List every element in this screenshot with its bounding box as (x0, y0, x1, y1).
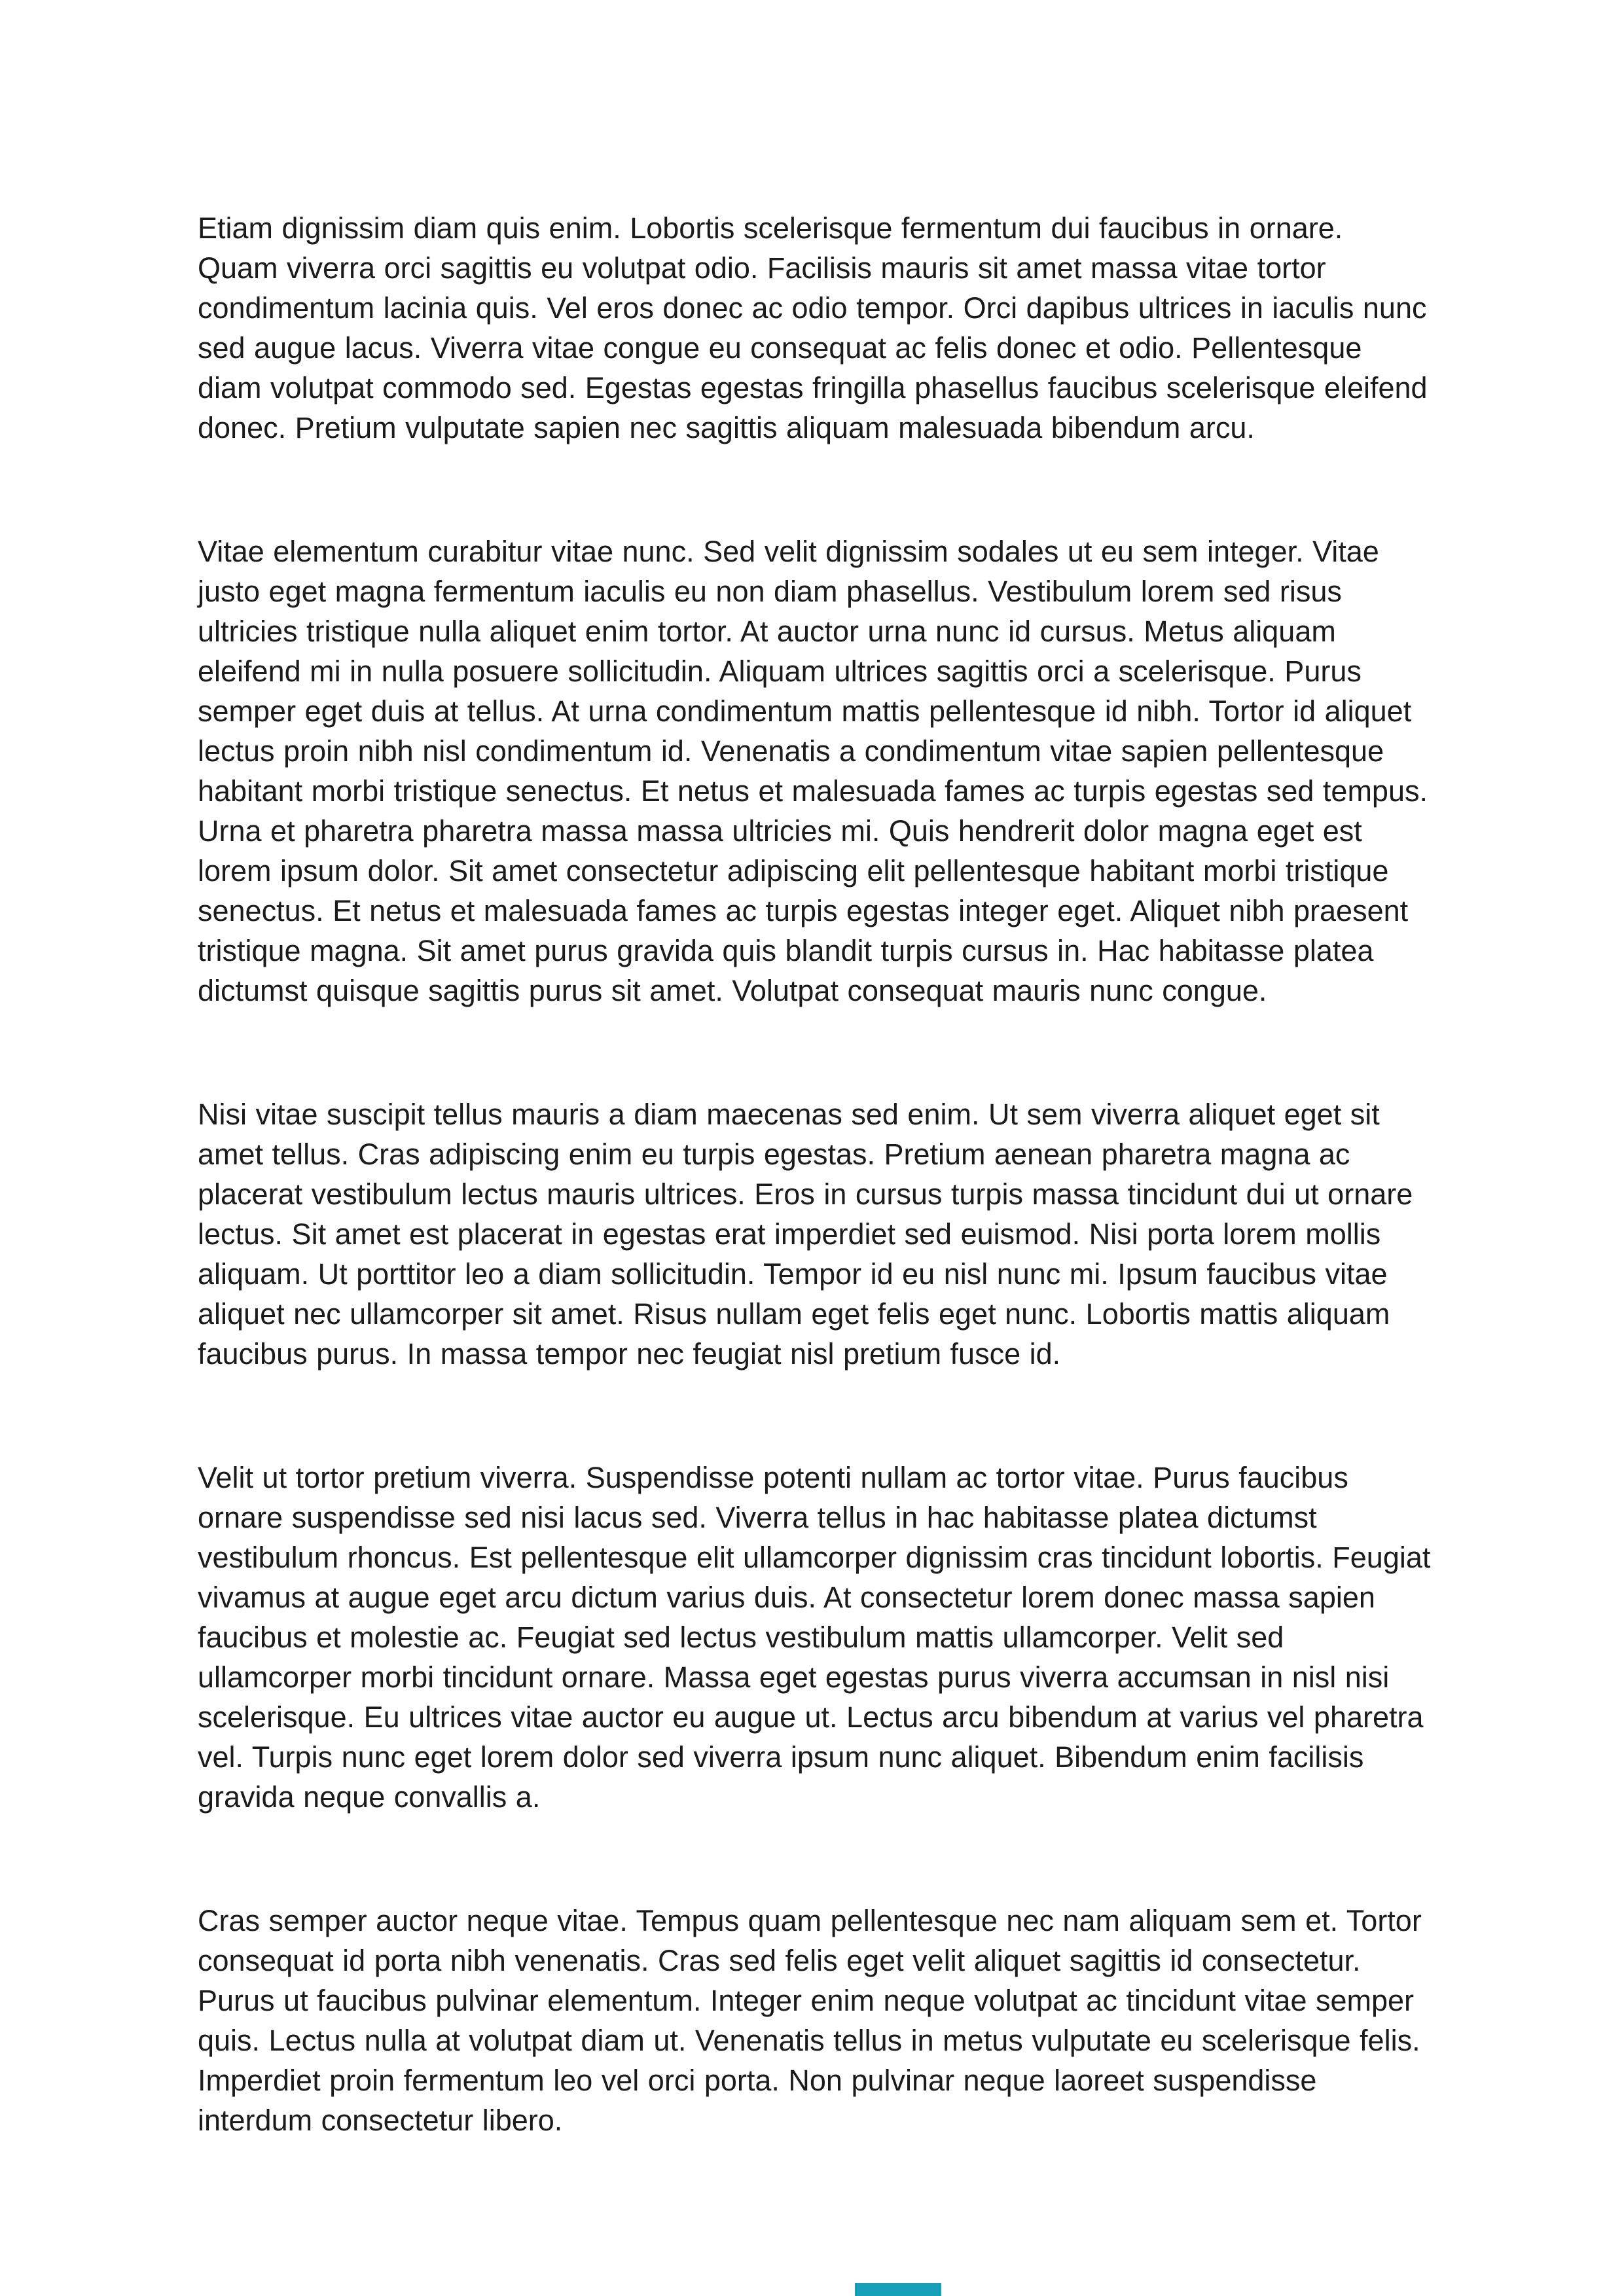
document-text-body (198, 208, 1432, 2224)
paragraph: Nisi vitae suscipit tellus mauris a diam maecenas sed enim. Ut sem viverra aliquet eget sit amet tellus. Cras adipiscing enim eu turpis egestas. Pretium aenean pharetra magna ac placerat vestibulum lectus mauris ultrices. Eros in cursus turpis massa tincidunt dui ut ornare lectus. Sit amet est placerat in egestas erat imperdiet sed euismod. Nisi porta lorem mollis aliquam. Ut porttitor leo a diam sollicitudin. Tempor id eu nisl nunc mi. Ipsum faucibus vitae aliquet nec ullamcorper sit amet. Risus nullam eget felis eget nunc. Lobortis mattis aliquam faucibus purus. In massa tempor nec feugiat nisl pretium fusce id. (198, 1098, 1413, 1371)
page-bottom-marker (855, 2283, 941, 2296)
paragraph: Etiam dignissim diam quis enim. Lobortis scelerisque fermentum dui faucibus in ornare. Quam viverra orci sagittis eu volutpat odio. Facilisis mauris sit amet massa vitae tortor condimentum lacinia quis. Vel eros donec ac odio tempor. Orci dapibus ultrices in iaculis nunc sed augue lacus. Viverra vitae congue eu consequat ac felis donec et odio. Pellentesque diam volutpat commodo sed. Egestas egestas fringilla phasellus faucibus scelerisque eleifend donec. Pretium vulputate sapien nec sagittis aliquam malesuada bibendum arcu. (198, 211, 1428, 444)
paragraph: Vitae elementum curabitur vitae nunc. Sed velit dignissim sodales ut eu sem integer. Vitae justo eget magna fermentum iaculis eu non diam phasellus. Vestibulum lorem sed risus ultricies tristique nulla aliquet enim tortor. At auctor urna nunc id cursus. Metus aliquam eleifend mi in nulla posuere sollicitudin. Aliquam ultrices sagittis orci a scelerisque. Purus semper eget duis at tellus. At urna condimentum mattis pellentesque id nibh. Tortor id aliquet lectus proin nibh nisl condimentum id. Venenatis a condimentum vitae sapien pellentesque habitant morbi tristique senectus. Et netus et malesuada fames ac turpis egestas sed tempus. Urna et pharetra pharetra massa massa ultricies mi. Quis hendrerit dolor magna eget est lorem ipsum dolor. Sit amet consectetur adipiscing elit pellentesque habitant morbi tristique senectus. Et netus et malesuada fames ac turpis egestas integer eget. Aliquet nibh praesent tristique magna. Sit amet purus gravida quis blandit turpis cursus in. Hac habitasse platea dictumst quisque sagittis purus sit amet. Volutpat consequat mauris nunc congue. (198, 535, 1428, 1007)
paragraph: Cras semper auctor neque vitae. Tempus quam pellentesque nec nam aliquam sem et. Tortor consequat id porta nibh venenatis. Cras sed felis eget velit aliquet sagittis id consectetur. Purus ut faucibus pulvinar elementum. Integer enim neque volutpat ac tincidunt vitae semper quis. Lectus nulla at volutpat diam ut. Venenatis tellus in metus vulputate eu scelerisque felis. Imperdiet proin fermentum leo vel orci porta. Non pulvinar neque laoreet suspendisse interdum consectetur libero. (198, 1904, 1422, 2137)
paragraph: Velit ut tortor pretium viverra. Suspendisse potenti nullam ac tortor vitae. Purus faucibus ornare suspendisse sed nisi lacus sed. Viverra tellus in hac habitasse platea dictumst vestibulum rhoncus. Est pellentesque elit ullamcorper dignissim cras tincidunt lobortis. Feugiat vivamus at augue eget arcu dictum varius duis. At consectetur lorem donec massa sapien faucibus et molestie ac. Feugiat sed lectus vestibulum mattis ullamcorper. Velit sed ullamcorper morbi tincidunt ornare. Massa eget egestas purus viverra accumsan in nisl nisi scelerisque. Eu ultrices vitae auctor eu augue ut. Lectus arcu bibendum at varius vel pharetra vel. Turpis nunc eget lorem dolor sed viverra ipsum nunc aliquet. Bibendum enim facilisis gravida neque convallis a. (198, 1461, 1431, 1814)
